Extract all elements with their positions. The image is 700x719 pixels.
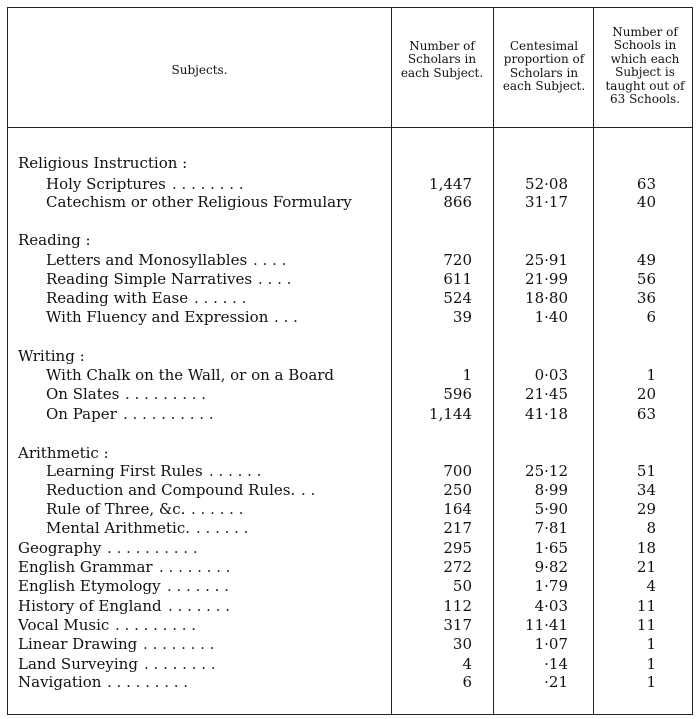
schools-value: 1: [646, 655, 656, 673]
proportion-value: 9·82: [534, 558, 568, 576]
table-row: [8, 539, 694, 558]
subject-label: History of England: [18, 597, 162, 615]
leader-dots: . . . . . . . . .: [115, 616, 197, 634]
scholars-value: 1,144: [429, 405, 472, 423]
proportion-value: 41·18: [525, 405, 568, 423]
schools-value: 8: [646, 519, 656, 537]
section-label: Religious Instruction :: [18, 154, 188, 172]
scholars-value: 30: [452, 635, 472, 653]
header-scholars: Number of Scholars in each Subject.: [400, 39, 484, 80]
table-row: [8, 673, 694, 692]
scholars-value: 164: [443, 500, 472, 518]
table-row: [8, 270, 694, 289]
schools-value: 21: [636, 558, 656, 576]
proportion-value: 11·41: [525, 616, 568, 634]
scholars-value: 596: [443, 385, 472, 403]
subject-label: English Grammar: [18, 558, 153, 576]
scholars-value: 524: [443, 289, 472, 307]
schools-value: 6: [646, 308, 656, 326]
schools-value: 63: [636, 175, 656, 193]
header-proportion: Centesimal proportion of Scholars in each Subject.: [502, 39, 586, 94]
subject-label: Catechism or other Religious Formulary: [46, 193, 352, 211]
schools-value: 1: [646, 635, 656, 653]
leader-dots: . . . . . . . .: [159, 558, 231, 576]
proportion-value: 8·99: [534, 481, 568, 499]
proportion-value: 21·99: [525, 270, 568, 288]
schools-value: 18: [636, 539, 656, 557]
subject-label: Reduction and Compound Rules.: [46, 481, 296, 499]
schools-value: 36: [636, 289, 656, 307]
leader-dots: . . . . . .: [196, 519, 249, 537]
proportion-value: 25·12: [525, 462, 568, 480]
table-row: [8, 366, 694, 385]
leader-dots: . . . . . . . . . .: [107, 539, 198, 557]
table-row: [8, 175, 694, 194]
leader-dots: . . . . . .: [194, 289, 247, 307]
scholars-value: 1: [462, 366, 472, 384]
leader-dots: . . . . . .: [209, 462, 262, 480]
schools-value: 51: [636, 462, 656, 480]
header-divider: [8, 127, 692, 128]
subject-label: Vocal Music: [18, 616, 110, 634]
leader-dots: . . . .: [258, 270, 292, 288]
table-row: [8, 500, 694, 519]
proportion-value: ·14: [544, 655, 568, 673]
proportion-value: 25·91: [525, 251, 568, 269]
proportion-value: 52·08: [525, 175, 568, 193]
subject-label: With Fluency and Expression: [46, 308, 269, 326]
table-row: [8, 193, 694, 212]
table-row: [8, 558, 694, 577]
schools-value: 11: [636, 616, 656, 634]
leader-dots: . . . . . . . .: [143, 635, 215, 653]
proportion-value: 1·65: [534, 539, 568, 557]
proportion-value: 1·07: [534, 635, 568, 653]
schools-value: 1: [646, 366, 656, 384]
subject-label: Rule of Three, &c.: [46, 500, 186, 518]
leader-dots: . . .: [274, 308, 298, 326]
table-row: [8, 655, 694, 674]
table-row: [8, 635, 694, 654]
scholars-value: 317: [443, 616, 472, 634]
schools-value: 56: [636, 270, 656, 288]
table-row: [8, 577, 694, 596]
leader-dots: . . . . . . .: [167, 577, 229, 595]
table-row: [8, 405, 694, 424]
scholars-value: 50: [452, 577, 472, 595]
section-row: [8, 444, 694, 463]
section-label: Arithmetic :: [18, 444, 109, 462]
schools-value: 29: [636, 500, 656, 518]
subject-label: Linear Drawing: [18, 635, 138, 653]
proportion-value: 31·17: [525, 193, 568, 211]
schools-value: 49: [636, 251, 656, 269]
leader-dots: . . . . . . . . . .: [123, 405, 214, 423]
subject-label: Learning First Rules: [46, 462, 203, 480]
subject-label: Geography: [18, 539, 102, 557]
scholars-value: 700: [443, 462, 472, 480]
schools-value: 63: [636, 405, 656, 423]
subject-label: On Slates: [46, 385, 120, 403]
proportion-value: 0·03: [534, 366, 568, 384]
section-row: [8, 231, 694, 250]
leader-dots: . .: [301, 481, 316, 499]
scholars-value: 720: [443, 251, 472, 269]
header-subjects: Subjects.: [171, 63, 228, 77]
table-row: [8, 308, 694, 327]
proportion-value: 5·90: [534, 500, 568, 518]
leader-dots: . . . . . . . .: [144, 655, 216, 673]
leader-dots: . . . .: [253, 251, 287, 269]
leader-dots: . . . . . . . . .: [107, 673, 189, 691]
subject-label: Holy Scriptures: [46, 175, 166, 193]
schools-value: 20: [636, 385, 656, 403]
subject-label: English Etymology: [18, 577, 161, 595]
scholars-value: 39: [452, 308, 472, 326]
schools-value: 40: [636, 193, 656, 211]
schools-value: 11: [636, 597, 656, 615]
table-row: [8, 616, 694, 635]
subject-label: On Paper: [46, 405, 117, 423]
section-row: [8, 154, 694, 173]
scholars-value: 1,447: [429, 175, 472, 193]
subject-label: Reading with Ease: [46, 289, 189, 307]
table-row: [8, 251, 694, 270]
subject-label: With Chalk on the Wall, or on a Board: [46, 366, 335, 384]
schools-value: 1: [646, 673, 656, 691]
proportion-value: 1·40: [534, 308, 568, 326]
proportion-value: 1·79: [534, 577, 568, 595]
subject-label: Land Surveying: [18, 655, 138, 673]
proportion-value: 4·03: [534, 597, 568, 615]
scholars-value: 866: [443, 193, 472, 211]
table-row: [8, 462, 694, 481]
leader-dots: . . . . . . . . .: [125, 385, 207, 403]
table-row: [8, 519, 694, 538]
leader-dots: . . . . . . . .: [172, 175, 244, 193]
scholars-value: 4: [462, 655, 472, 673]
subject-label: Mental Arithmetic.: [46, 519, 191, 537]
schools-value: 4: [646, 577, 656, 595]
subject-label: Navigation: [18, 673, 102, 691]
subject-label: Letters and Monosyllables: [46, 251, 248, 269]
schools-value: 34: [636, 481, 656, 499]
subject-label: Reading Simple Narratives: [46, 270, 253, 288]
header-schools: Number of Schools in which each Subject is taught out of 63 Schools.: [605, 25, 685, 107]
table-row: [8, 385, 694, 404]
scholars-value: 112: [443, 597, 472, 615]
scholars-value: 6: [462, 673, 472, 691]
proportion-value: 7·81: [534, 519, 568, 537]
table-row: [8, 289, 694, 308]
leader-dots: . . . . . . .: [168, 597, 230, 615]
table-row: [8, 481, 694, 500]
section-label: Reading :: [18, 231, 91, 249]
statistics-table: [7, 7, 693, 715]
scholars-value: 272: [443, 558, 472, 576]
table-row: [8, 597, 694, 616]
section-row: [8, 347, 694, 366]
section-label: Writing :: [18, 347, 85, 365]
leader-dots: . . . . . .: [191, 500, 244, 518]
scholars-value: 250: [443, 481, 472, 499]
proportion-value: 21·45: [525, 385, 568, 403]
proportion-value: 18·80: [525, 289, 568, 307]
proportion-value: ·21: [544, 673, 568, 691]
scholars-value: 295: [443, 539, 472, 557]
scholars-value: 217: [443, 519, 472, 537]
scholars-value: 611: [443, 270, 472, 288]
